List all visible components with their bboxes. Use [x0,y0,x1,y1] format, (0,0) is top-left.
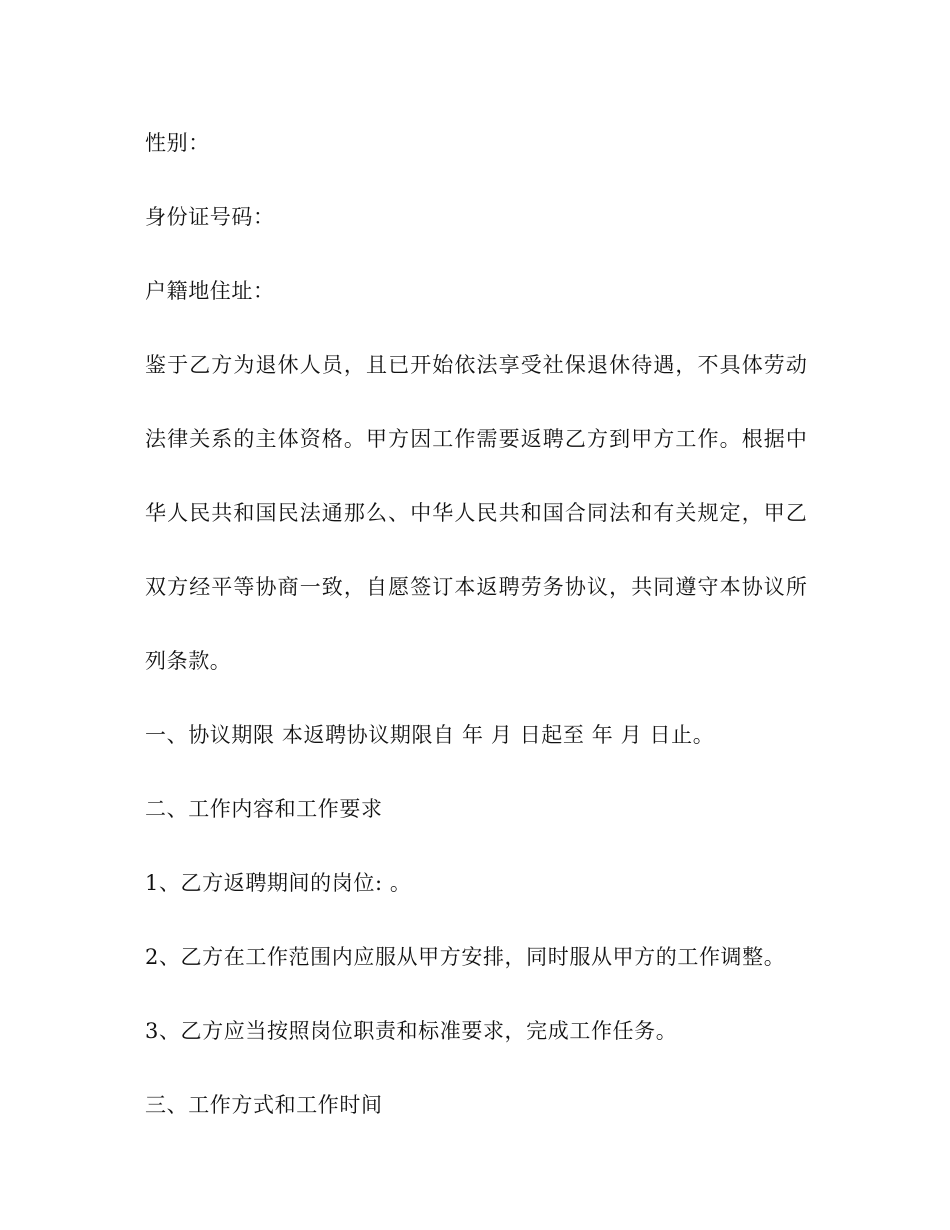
preamble-line-5: 列条款。 [145,649,232,673]
preamble-line-3: 华人民共和国民法通那么、中华人民共和国合同法和有关规定，甲乙 [145,501,808,525]
preamble-line-2: 法律关系的主体资格。甲方因工作需要返聘乙方到甲方工作。根据中 [145,427,808,451]
section-work-content-heading: 二、工作内容和工作要求 [145,797,383,821]
document-body [145,120,808,1156]
field-household-address: 户籍地住址： [145,279,275,303]
clause-complete-tasks: 3、乙方应当按照岗位职责和标准要求，完成工作任务。 [145,1019,678,1043]
field-id-number: 身份证号码： [145,205,275,229]
section-agreement-term: 一、协议期限 本返聘协议期限自 年 月 日起至 年 月 日止。 [145,723,715,747]
preamble-line-1: 鉴于乙方为退休人员，且已开始依法享受社保退休待遇，不具体劳动 [145,353,808,377]
clause-obey-arrangement: 2、乙方在工作范围内应服从甲方安排，同时服从甲方的工作调整。 [145,945,786,969]
field-gender: 性别： [145,131,210,155]
preamble-line-4: 双方经平等协商一致，自愿签订本返聘劳务协议，共同遵守本协议所 [145,575,808,599]
section-work-method-heading: 三、工作方式和工作时间 [145,1093,383,1117]
clause-position: 1、乙方返聘期间的岗位: 。 [145,871,412,895]
